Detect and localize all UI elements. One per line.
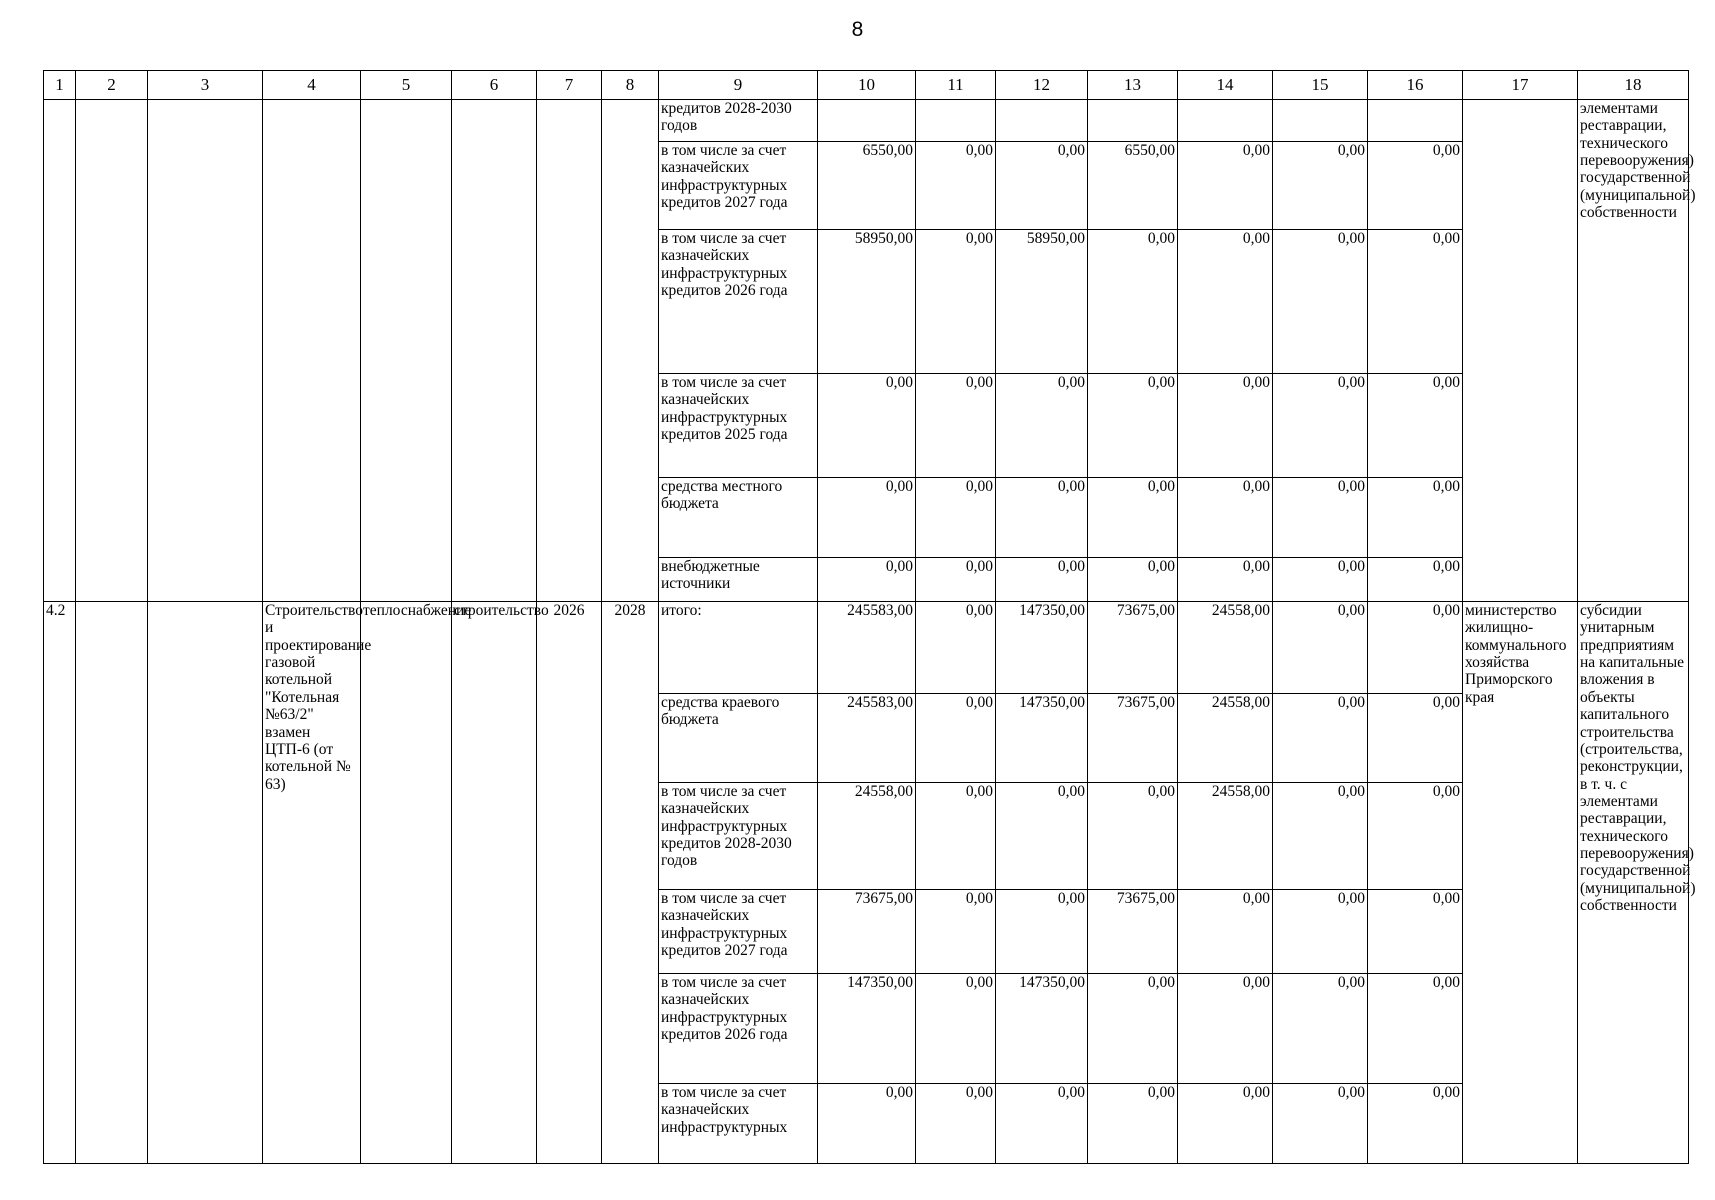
amount-total: 0,00 [818,374,916,478]
subsidy-type: субсидии унитарным предприятиям на капитальные вложения в объекты капитального строительства (строительства, реконструкции, в т. ч. с элементами реставрации, технического перевооружения) государственной (муниципальной) собственности [1578,602,1689,1164]
amount [1178,100,1273,142]
funding-table [43,70,1696,1164]
funding-source: средства краевого бюджета [659,694,818,783]
amount [1088,100,1178,142]
amount [1368,100,1463,142]
amount [996,100,1088,142]
amount: 0,00 [996,374,1088,478]
work-kind: строительство [452,602,537,1164]
object-type: теплоснабжение [361,602,452,1164]
cell-empty [76,602,148,1164]
amount: 0,00 [1273,230,1368,374]
amount: 0,00 [1368,602,1463,694]
amount: 0,00 [1368,694,1463,783]
responsible-body: министерство жилищно-коммунального хозяйства Приморского края [1463,602,1578,1164]
amount: 0,00 [1368,142,1463,230]
amount: 0,00 [1088,374,1178,478]
amount-total: 58950,00 [818,230,916,374]
amount [916,100,996,142]
amount: 0,00 [1088,558,1178,602]
cell-empty [602,100,659,602]
funding-source: кредитов 2028-2030 годов [659,100,818,142]
cell-empty [148,100,263,602]
amount: 0,00 [996,1084,1088,1164]
col-number: 15 [1273,71,1368,100]
amount: 0,00 [1088,974,1178,1084]
amount: 0,00 [1368,890,1463,974]
col-number: 1 [44,71,76,100]
col-number: 13 [1088,71,1178,100]
funding-source: внебюджетные источники [659,558,818,602]
amount-total: 245583,00 [818,694,916,783]
col-number: 14 [1178,71,1273,100]
object-name: Строительство и проектирование газовой котельной "Котельная №63/2" взамен ЦТП-6 (от котельной № 63) [263,602,361,1164]
amount: 0,00 [1368,558,1463,602]
item-number: 4.2 [44,602,76,1164]
amount: 0,00 [916,374,996,478]
col-number: 12 [996,71,1088,100]
amount: 24558,00 [1178,783,1273,890]
cell-empty [452,100,537,602]
amount: 58950,00 [996,230,1088,374]
cell-empty [148,602,263,1164]
amount: 0,00 [1178,478,1273,558]
page-number: 8 [851,18,864,41]
funding-source: в том числе за счет казначейских инфраструктурных кредитов 2027 года [659,890,818,974]
amount: 0,00 [1178,374,1273,478]
amount: 147350,00 [996,974,1088,1084]
amount: 0,00 [916,783,996,890]
col-number: 3 [148,71,263,100]
amount: 0,00 [1178,558,1273,602]
funding-source: в том числе за счет казначейских инфраструктурных кредитов 2026 года [659,230,818,374]
amount: 0,00 [1088,1084,1178,1164]
funding-source: в том числе за счет казначейских инфраструктурных [659,1084,818,1164]
column-number-row [44,71,1689,100]
funding-source: итого: [659,602,818,694]
cell-empty [76,100,148,602]
table-row [44,100,1689,142]
amount: 0,00 [996,478,1088,558]
amount: 0,00 [1178,230,1273,374]
col-number: 6 [452,71,537,100]
amount-total: 73675,00 [818,890,916,974]
amount: 0,00 [996,142,1088,230]
amount-total: 0,00 [818,1084,916,1164]
amount: 0,00 [1273,142,1368,230]
col-number: 11 [916,71,996,100]
amount: 0,00 [1178,142,1273,230]
amount-total: 147350,00 [818,974,916,1084]
amount: 0,00 [996,783,1088,890]
amount: 0,00 [1088,230,1178,374]
amount-total: 0,00 [818,478,916,558]
amount: 24558,00 [1178,602,1273,694]
amount: 0,00 [1273,974,1368,1084]
amount: 147350,00 [996,694,1088,783]
amount: 0,00 [1273,602,1368,694]
amount-total: 0,00 [818,558,916,602]
amount: 0,00 [916,478,996,558]
funding-source: в том числе за счет казначейских инфраструктурных кредитов 2028-2030 годов [659,783,818,890]
col-number: 10 [818,71,916,100]
subsidy-type-continuation: элементами реставрации, технического перевооружения) государственной (муниципальной) собственности [1578,100,1689,602]
amount: 0,00 [1178,890,1273,974]
cell-empty [44,100,76,602]
col-number: 4 [263,71,361,100]
amount: 0,00 [1368,1084,1463,1164]
amount: 0,00 [916,142,996,230]
amount: 0,00 [1368,974,1463,1084]
amount: 0,00 [916,890,996,974]
year-start: 2026 [537,602,602,1164]
amount: 73675,00 [1088,602,1178,694]
amount: 0,00 [916,694,996,783]
amount: 0,00 [1178,1084,1273,1164]
amount: 0,00 [1273,1084,1368,1164]
amount: 0,00 [1273,478,1368,558]
amount: 0,00 [916,1084,996,1164]
amount-total: 245583,00 [818,602,916,694]
amount: 73675,00 [1088,890,1178,974]
amount-total [818,100,916,142]
amount-total: 6550,00 [818,142,916,230]
amount: 24558,00 [1178,694,1273,783]
year-end: 2028 [602,602,659,1164]
amount: 147350,00 [996,602,1088,694]
amount: 0,00 [1273,374,1368,478]
amount: 0,00 [1178,974,1273,1084]
amount: 0,00 [1273,890,1368,974]
col-number: 18 [1578,71,1689,100]
amount: 0,00 [916,558,996,602]
funding-source: в том числе за счет казначейских инфраструктурных кредитов 2027 года [659,142,818,230]
col-number: 8 [602,71,659,100]
amount: 0,00 [1088,783,1178,890]
cell-empty [263,100,361,602]
amount: 0,00 [916,602,996,694]
funding-source: в том числе за счет казначейских инфраструктурных кредитов 2026 года [659,974,818,1084]
col-number: 5 [361,71,452,100]
amount: 0,00 [1273,558,1368,602]
funding-source: средства местного бюджета [659,478,818,558]
col-number: 7 [537,71,602,100]
amount: 0,00 [1368,783,1463,890]
amount [1273,100,1368,142]
amount: 0,00 [1273,694,1368,783]
amount: 0,00 [1368,374,1463,478]
amount: 0,00 [1088,478,1178,558]
cell-empty [537,100,602,602]
amount: 0,00 [996,558,1088,602]
amount: 73675,00 [1088,694,1178,783]
amount: 0,00 [1368,230,1463,374]
amount: 0,00 [1273,783,1368,890]
col-number: 2 [76,71,148,100]
funding-source: в том числе за счет казначейских инфраструктурных кредитов 2025 года [659,374,818,478]
amount: 0,00 [916,974,996,1084]
amount: 0,00 [996,890,1088,974]
col-number: 16 [1368,71,1463,100]
amount: 0,00 [916,230,996,374]
col-number: 9 [659,71,818,100]
amount: 6550,00 [1088,142,1178,230]
amount: 0,00 [1368,478,1463,558]
col-number: 17 [1463,71,1578,100]
amount-total: 24558,00 [818,783,916,890]
table-row [44,602,1689,694]
cell-empty [361,100,452,602]
responsible-empty [1463,100,1578,602]
